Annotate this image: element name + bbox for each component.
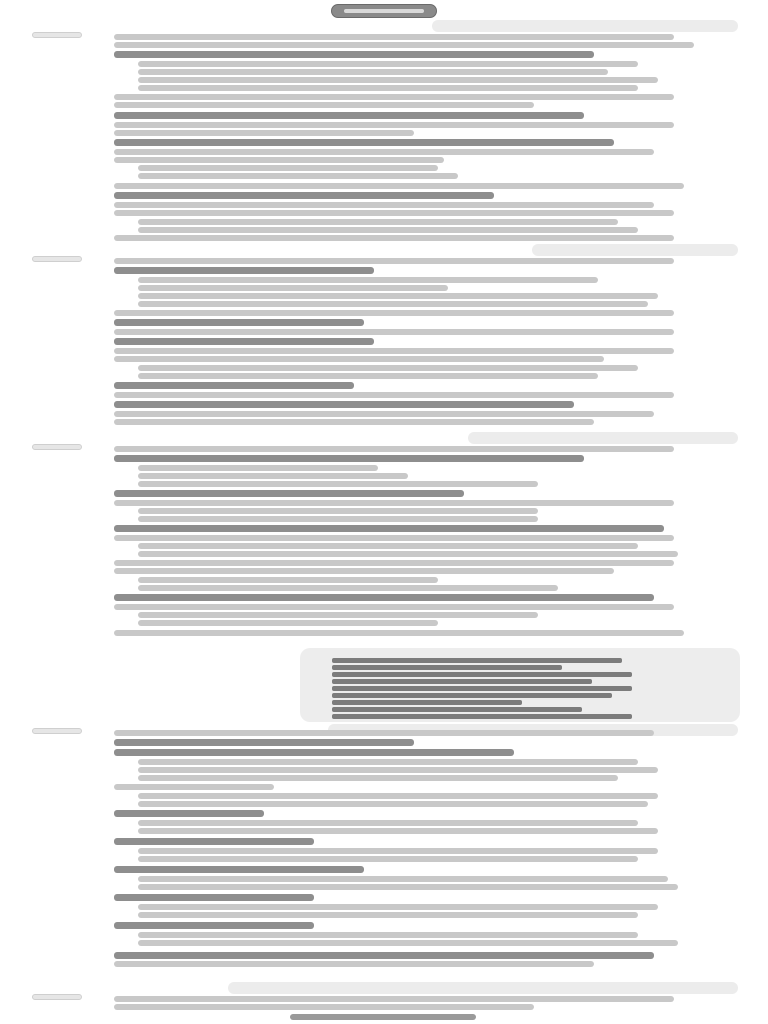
- assistant-message: [114, 994, 708, 1012]
- user-message: [228, 982, 738, 994]
- footer: [0, 1013, 768, 1023]
- assistant-message-lines: [114, 994, 708, 1012]
- app-logo-mark: [344, 9, 424, 13]
- assistant-message-lines: [114, 32, 708, 244]
- assistant-message: [114, 728, 708, 974]
- assistant-message-lines: [114, 728, 708, 974]
- pasted-content-block: [300, 648, 740, 722]
- assistant-message: [114, 32, 708, 244]
- assistant-avatar: [32, 256, 82, 262]
- assistant-message-lines: [114, 256, 708, 432]
- user-message: [532, 244, 738, 256]
- assistant-message: [114, 444, 708, 644]
- user-message: [432, 20, 738, 32]
- assistant-message-lines: [114, 444, 708, 644]
- assistant-avatar: [32, 32, 82, 38]
- assistant-avatar: [32, 444, 82, 450]
- app-logo: [331, 4, 437, 18]
- assistant-avatar: [32, 728, 82, 734]
- user-message: [468, 432, 738, 444]
- assistant-message: [114, 256, 708, 432]
- assistant-avatar: [32, 994, 82, 1000]
